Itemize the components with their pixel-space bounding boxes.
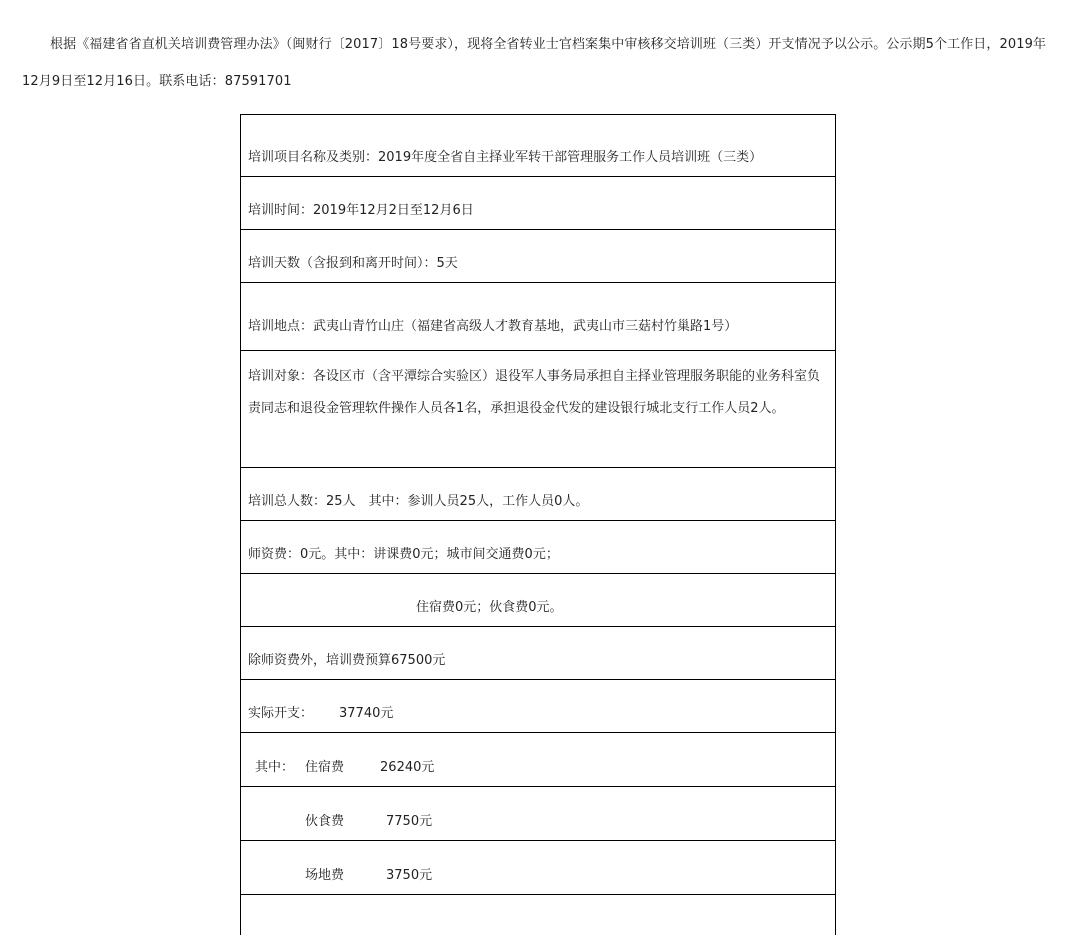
venue-value: 3750元 (386, 868, 433, 883)
row-headcount (241, 468, 835, 521)
lodging-value: 26240元 (380, 760, 435, 775)
row-teacher-fee (241, 521, 835, 574)
row-food (241, 787, 835, 841)
row-days (241, 230, 835, 283)
actual-label: 实际开支： (248, 706, 314, 721)
actual-expense (248, 698, 393, 729)
training-headcount: 培训总人数：25人 其中：参训人员25人，工作人员0人。 (248, 494, 589, 509)
training-target: 培训对象：各设区市（含平潭综合实验区）退役军人事务局承担自主择业管理服务职能的业务科室负责同志和退役金管理软件操作人员各1名，承担退役金代发的建设银行城北支行工作人员2人。 (248, 369, 821, 416)
expense-table (240, 114, 836, 935)
row-time (241, 177, 835, 230)
lodging-expense (255, 752, 434, 783)
row-target (241, 351, 835, 468)
venue-expense (305, 860, 432, 891)
row-continued (241, 895, 835, 935)
food-label: 伙食费 (305, 814, 345, 829)
project-name: 培训项目名称及类别：2019年度全省自主择业军转干部管理服务工作人员培训班（三类） (248, 150, 763, 165)
actual-value: 37740元 (339, 706, 394, 721)
training-time: 培训时间：2019年12月2日至12月6日 (248, 203, 474, 218)
training-budget: 除师资费外，培训费预算67500元 (248, 653, 446, 668)
training-days: 培训天数（含报到和离开时间）：5天 (248, 256, 458, 271)
food-expense (305, 806, 432, 837)
row-location (241, 283, 835, 351)
row-teacher-fee-2 (241, 574, 835, 627)
teacher-fee: 师资费：0元。其中：讲课费0元；城市间交通费0元； (248, 547, 559, 562)
venue-label: 场地费 (305, 868, 345, 883)
row-project (241, 115, 835, 177)
lodging-label: 住宿费 (305, 760, 345, 775)
row-lodging (241, 733, 835, 787)
food-value: 7750元 (386, 814, 433, 829)
intro-paragraph: 根据《福建省省直机关培训费管理办法》（闽财行〔2017〕18号要求），现将全省转业士官档案集中审核移交培训班（三类）开支情况予以公示。公示期5个工作日，2019年12月9日至12月16日。联系电话：87591701 (22, 37, 1047, 89)
breakdown-prefix: 其中： (255, 760, 295, 775)
training-location: 培训地点：武夷山青竹山庄（福建省高级人才教育基地，武夷山市三菇村竹巢路1号） (248, 319, 738, 334)
row-budget (241, 627, 835, 680)
teacher-fee-lodging-food: 住宿费0元；伙食费0元。 (416, 600, 563, 615)
row-venue (241, 841, 835, 895)
row-actual (241, 680, 835, 733)
